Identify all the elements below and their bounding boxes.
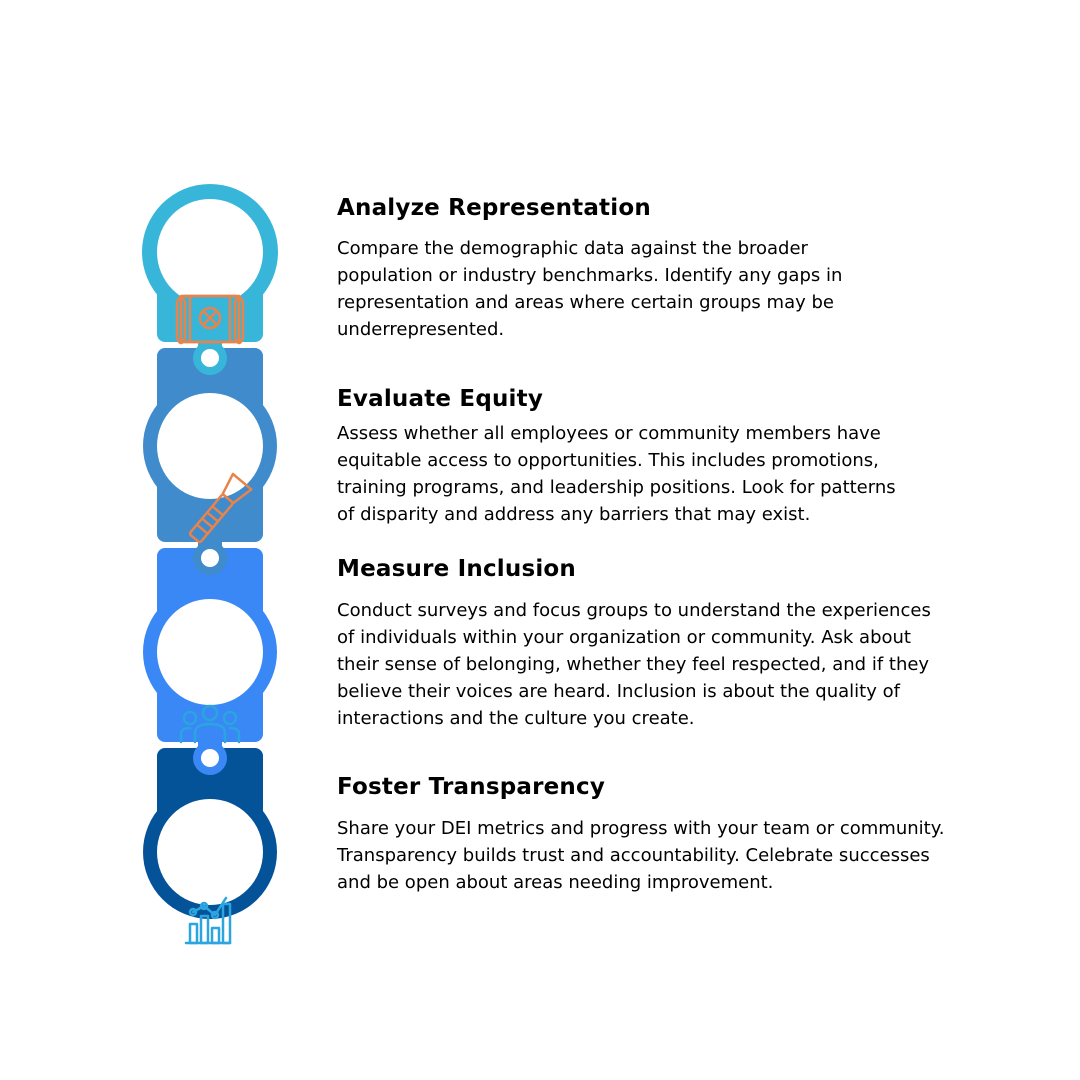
step-1-body: Compare the demographic data against the broader population or industry benchmarks. Identify any gaps in representation and areas where certain groups may be underrepresented. [337,238,843,340]
step-foster-transparency [337,772,1037,896]
connector-2-3-hole [201,549,219,567]
puzzle-chain-diagram [0,0,320,1080]
step-3-body: Conduct surveys and focus groups to understand the experiences of individuals within your organization or community. Ask about their sense of belonging, whether they feel respected, and if they believe their voices are heard. Inclusion is about the quality of interactions and the culture you create. [337,600,931,729]
connector-1-2-hole [201,349,219,367]
connector-3-4-hole [201,749,219,767]
connector-3-4 [193,734,227,775]
step-2-body: Assess whether all employees or community members have equitable access to opportunities. This includes promotions, training programs, and leadership positions. Look for patterns of disparity and address any barriers that may exist. [337,423,896,525]
step-4-body: Share your DEI metrics and progress with your team or community. Transparency builds trust and accountability. Celebrate successes and be open about areas needing improvement. [337,818,945,893]
piece-2-hole [157,393,263,499]
piece-3-hole [157,599,263,705]
step-analyze-representation [337,193,1037,343]
step-4-title: Foster Transparency [337,774,606,800]
puzzle-piece-3 [143,548,277,742]
piece-4-hole [157,799,263,905]
puzzle-piece-2 [143,348,277,542]
map-icon [177,296,243,343]
piece-1-hole [157,199,263,305]
step-3-title: Measure Inclusion [337,556,576,582]
step-2-title: Evaluate Equity [337,386,544,412]
step-evaluate-equity [337,384,1037,528]
step-measure-inclusion [337,554,1037,732]
step-1-title: Analyze Representation [337,195,651,221]
